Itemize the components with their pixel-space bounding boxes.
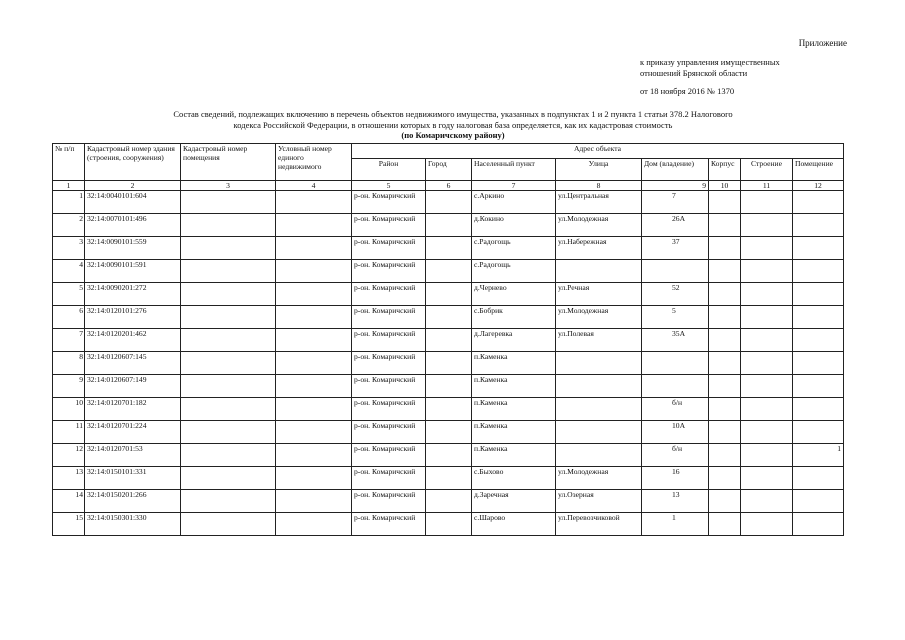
row-number: 13 bbox=[53, 467, 85, 490]
order-date: от 18 ноября 2016 № 1370 bbox=[640, 86, 735, 96]
cadastral-premise-cell bbox=[181, 260, 276, 283]
structure-cell bbox=[741, 283, 793, 306]
table-row bbox=[53, 260, 844, 283]
district-cell: р-он. Комаричский bbox=[352, 214, 426, 237]
premise-cell bbox=[793, 237, 844, 260]
building-cell bbox=[709, 421, 741, 444]
street-cell bbox=[556, 260, 642, 283]
district-cell: р-он. Комаричский bbox=[352, 283, 426, 306]
row-number: 2 bbox=[53, 214, 85, 237]
row-number: 11 bbox=[53, 421, 85, 444]
city-cell bbox=[426, 214, 472, 237]
cadastral-premise-cell bbox=[181, 490, 276, 513]
col-header-address: Адрес объекта bbox=[352, 144, 844, 159]
street-cell: ул.Молодежная bbox=[556, 306, 642, 329]
house-cell: б/н bbox=[642, 444, 709, 467]
header-row-main bbox=[53, 144, 844, 159]
house-cell: 10А bbox=[642, 421, 709, 444]
table-row bbox=[53, 467, 844, 490]
structure-cell bbox=[741, 237, 793, 260]
district-cell: р-он. Комаричский bbox=[352, 237, 426, 260]
table-row bbox=[53, 214, 844, 237]
street-cell: ул.Центральная bbox=[556, 191, 642, 214]
column-number: 6 bbox=[426, 181, 472, 191]
cadastral-premise-cell bbox=[181, 306, 276, 329]
cadastral-number: 32:14:0120701:53 bbox=[85, 444, 181, 467]
cadastral-premise-cell bbox=[181, 214, 276, 237]
district-cell: р-он. Комаричский bbox=[352, 398, 426, 421]
cadastral-number: 32:14:0040101:604 bbox=[85, 191, 181, 214]
street-cell: ул.Молодежная bbox=[556, 214, 642, 237]
table-row bbox=[53, 490, 844, 513]
building-cell bbox=[709, 306, 741, 329]
house-cell: 13 bbox=[642, 490, 709, 513]
conditional-number-cell bbox=[276, 214, 352, 237]
premise-cell bbox=[793, 214, 844, 237]
conditional-number-cell bbox=[276, 237, 352, 260]
col-header-settlement: Населенный пункт bbox=[472, 159, 556, 181]
structure-cell bbox=[741, 352, 793, 375]
district-cell: р-он. Комаричский bbox=[352, 306, 426, 329]
order-line-2: отношений Брянской области bbox=[640, 67, 748, 78]
structure-cell bbox=[741, 467, 793, 490]
building-cell bbox=[709, 398, 741, 421]
cadastral-number: 32:14:0150301:330 bbox=[85, 513, 181, 536]
row-number: 9 bbox=[53, 375, 85, 398]
premise-cell bbox=[793, 398, 844, 421]
street-cell bbox=[556, 398, 642, 421]
city-cell bbox=[426, 283, 472, 306]
house-cell bbox=[642, 352, 709, 375]
building-cell bbox=[709, 490, 741, 513]
table-row bbox=[53, 329, 844, 352]
table-row bbox=[53, 398, 844, 421]
premise-cell bbox=[793, 375, 844, 398]
settlement-cell: п.Каменка bbox=[472, 352, 556, 375]
col-header-building: Корпус bbox=[709, 159, 741, 181]
city-cell bbox=[426, 513, 472, 536]
house-cell: 7 bbox=[642, 191, 709, 214]
order-line-1: к приказу управления имущественных bbox=[640, 57, 780, 67]
city-cell bbox=[426, 467, 472, 490]
cadastral-premise-cell bbox=[181, 467, 276, 490]
building-cell bbox=[709, 283, 741, 306]
building-cell bbox=[709, 214, 741, 237]
house-cell: 52 bbox=[642, 283, 709, 306]
structure-cell bbox=[741, 214, 793, 237]
conditional-number-cell bbox=[276, 467, 352, 490]
row-number: 6 bbox=[53, 306, 85, 329]
district-cell: р-он. Комаричский bbox=[352, 467, 426, 490]
premise-cell bbox=[793, 260, 844, 283]
cadastral-number: 32:14:0090101:559 bbox=[85, 237, 181, 260]
house-cell: 35А bbox=[642, 329, 709, 352]
house-cell: 16 bbox=[642, 467, 709, 490]
column-number: 4 bbox=[276, 181, 352, 191]
title-line-2: кодекса Российской Федерации, в отношении которых в году налоговая база определяется, как их кадастровая стоимость bbox=[233, 119, 673, 130]
settlement-cell: с.Аркино bbox=[472, 191, 556, 214]
column-number: 11 bbox=[741, 181, 793, 191]
row-number: 7 bbox=[53, 329, 85, 352]
structure-cell bbox=[741, 191, 793, 214]
column-number: 5 bbox=[352, 181, 426, 191]
conditional-number-cell bbox=[276, 421, 352, 444]
building-cell bbox=[709, 352, 741, 375]
premise-cell bbox=[793, 513, 844, 536]
row-number: 5 bbox=[53, 283, 85, 306]
street-cell: ул.Молодежная bbox=[556, 467, 642, 490]
table-row bbox=[53, 444, 844, 467]
title-line-1: Состав сведений, подлежащих включению в перечень объектов недвижимого имущества, указанных в подпунктах 1 и 2 пункта 1 статьи 378.2 Налогового bbox=[173, 109, 733, 119]
structure-cell bbox=[741, 375, 793, 398]
city-cell bbox=[426, 490, 472, 513]
column-number: 2 bbox=[85, 181, 181, 191]
cadastral-premise-cell bbox=[181, 375, 276, 398]
cadastral-number: 32:14:0120701:182 bbox=[85, 398, 181, 421]
conditional-number-cell bbox=[276, 191, 352, 214]
cadastral-premise-cell bbox=[181, 352, 276, 375]
cadastral-premise-cell bbox=[181, 283, 276, 306]
table-row bbox=[53, 191, 844, 214]
structure-cell bbox=[741, 260, 793, 283]
row-number: 8 bbox=[53, 352, 85, 375]
conditional-number-cell bbox=[276, 283, 352, 306]
house-cell: 5 bbox=[642, 306, 709, 329]
row-number: 1 bbox=[53, 191, 85, 214]
premise-cell bbox=[793, 306, 844, 329]
table-row bbox=[53, 237, 844, 260]
settlement-cell: д.Лагеревка bbox=[472, 329, 556, 352]
district-cell: р-он. Комаричский bbox=[352, 513, 426, 536]
premise-cell bbox=[793, 191, 844, 214]
column-number: 3 bbox=[181, 181, 276, 191]
conditional-number-cell bbox=[276, 329, 352, 352]
cadastral-number: 32:14:0150101:331 bbox=[85, 467, 181, 490]
settlement-cell: с.Радогощь bbox=[472, 237, 556, 260]
building-cell bbox=[709, 375, 741, 398]
building-cell bbox=[709, 260, 741, 283]
cadastral-number: 32:14:0120607:149 bbox=[85, 375, 181, 398]
col-header-cadastral-premise: Кадастровый номер помещения bbox=[181, 144, 276, 181]
city-cell bbox=[426, 191, 472, 214]
street-cell: ул.Озерная bbox=[556, 490, 642, 513]
house-cell: 26А bbox=[642, 214, 709, 237]
row-number: 3 bbox=[53, 237, 85, 260]
row-number: 15 bbox=[53, 513, 85, 536]
conditional-number-cell bbox=[276, 513, 352, 536]
premise-cell bbox=[793, 352, 844, 375]
col-header-cadastral-building: Кадастровый номер здания (строения, сооружения) bbox=[85, 144, 181, 181]
col-header-street: Улица bbox=[556, 159, 642, 181]
cadastral-number: 32:14:0120607:145 bbox=[85, 352, 181, 375]
conditional-number-cell bbox=[276, 444, 352, 467]
cadastral-premise-cell bbox=[181, 191, 276, 214]
column-number: 1 bbox=[53, 181, 85, 191]
street-cell bbox=[556, 421, 642, 444]
settlement-cell: д.Кокино bbox=[472, 214, 556, 237]
cadastral-number: 32:14:0120101:276 bbox=[85, 306, 181, 329]
cadastral-premise-cell bbox=[181, 444, 276, 467]
district-cell: р-он. Комаричский bbox=[352, 421, 426, 444]
house-cell: б/н bbox=[642, 398, 709, 421]
settlement-cell: п.Каменка bbox=[472, 375, 556, 398]
column-number: 9 bbox=[642, 181, 709, 191]
house-cell: 37 bbox=[642, 237, 709, 260]
table-row bbox=[53, 513, 844, 536]
conditional-number-cell bbox=[276, 490, 352, 513]
district-cell: р-он. Комаричский bbox=[352, 329, 426, 352]
house-cell: 1 bbox=[642, 513, 709, 536]
col-header-conditional: Условный номер единого недвижимого bbox=[276, 144, 352, 181]
city-cell bbox=[426, 329, 472, 352]
settlement-cell: п.Каменка bbox=[472, 444, 556, 467]
cadastral-number: 32:14:0120201:462 bbox=[85, 329, 181, 352]
title-district: (по Комаричскому району) bbox=[401, 130, 505, 140]
table-row bbox=[53, 421, 844, 444]
table-row bbox=[53, 306, 844, 329]
structure-cell bbox=[741, 306, 793, 329]
street-cell: ул.Полевая bbox=[556, 329, 642, 352]
city-cell bbox=[426, 260, 472, 283]
building-cell bbox=[709, 329, 741, 352]
order-reference bbox=[640, 57, 780, 78]
structure-cell bbox=[741, 490, 793, 513]
premise-cell bbox=[793, 329, 844, 352]
col-header-district: Район bbox=[352, 159, 426, 181]
column-number: 7 bbox=[472, 181, 556, 191]
structure-cell bbox=[741, 329, 793, 352]
settlement-cell: с.Радогощь bbox=[472, 260, 556, 283]
structure-cell bbox=[741, 421, 793, 444]
settlement-cell: с.Быхово bbox=[472, 467, 556, 490]
settlement-cell: д.Черневo bbox=[472, 283, 556, 306]
document-title bbox=[80, 109, 826, 141]
district-cell: р-он. Комаричский bbox=[352, 375, 426, 398]
building-cell bbox=[709, 237, 741, 260]
premise-cell bbox=[793, 421, 844, 444]
cadastral-premise-cell bbox=[181, 237, 276, 260]
table-row bbox=[53, 375, 844, 398]
street-cell bbox=[556, 375, 642, 398]
cadastral-premise-cell bbox=[181, 421, 276, 444]
col-header-num: № п/п bbox=[53, 144, 85, 181]
conditional-number-cell bbox=[276, 375, 352, 398]
property-register-table bbox=[52, 143, 844, 536]
row-number: 14 bbox=[53, 490, 85, 513]
street-cell: ул.Набережная bbox=[556, 237, 642, 260]
col-header-structure: Строение bbox=[741, 159, 793, 181]
premise-cell bbox=[793, 283, 844, 306]
settlement-cell: п.Каменка bbox=[472, 421, 556, 444]
city-cell bbox=[426, 421, 472, 444]
street-cell bbox=[556, 352, 642, 375]
column-number: 12 bbox=[793, 181, 844, 191]
city-cell bbox=[426, 237, 472, 260]
district-cell: р-он. Комаричский bbox=[352, 352, 426, 375]
settlement-cell: п.Каменка bbox=[472, 398, 556, 421]
cadastral-number: 32:14:0120701:224 bbox=[85, 421, 181, 444]
cadastral-premise-cell bbox=[181, 398, 276, 421]
district-cell: р-он. Комаричский bbox=[352, 191, 426, 214]
city-cell bbox=[426, 398, 472, 421]
house-cell bbox=[642, 375, 709, 398]
city-cell bbox=[426, 306, 472, 329]
city-cell bbox=[426, 375, 472, 398]
table-row bbox=[53, 283, 844, 306]
structure-cell bbox=[741, 398, 793, 421]
district-cell: р-он. Комаричский bbox=[352, 490, 426, 513]
structure-cell bbox=[741, 444, 793, 467]
cadastral-number: 32:14:0090101:591 bbox=[85, 260, 181, 283]
cadastral-premise-cell bbox=[181, 329, 276, 352]
row-number: 4 bbox=[53, 260, 85, 283]
cadastral-premise-cell bbox=[181, 513, 276, 536]
district-cell: р-он. Комаричский bbox=[352, 260, 426, 283]
col-header-premise: Помещение bbox=[793, 159, 844, 181]
premise-cell bbox=[793, 467, 844, 490]
settlement-cell: с.Бобрик bbox=[472, 306, 556, 329]
cadastral-number: 32:14:0090201:272 bbox=[85, 283, 181, 306]
col-header-house: Дом (владение) bbox=[642, 159, 709, 181]
house-cell bbox=[642, 260, 709, 283]
building-cell bbox=[709, 513, 741, 536]
premise-cell: 1 bbox=[793, 444, 844, 467]
conditional-number-cell bbox=[276, 398, 352, 421]
row-number: 10 bbox=[53, 398, 85, 421]
street-cell bbox=[556, 444, 642, 467]
city-cell bbox=[426, 352, 472, 375]
col-header-city: Город bbox=[426, 159, 472, 181]
street-cell: ул.Речная bbox=[556, 283, 642, 306]
column-number: 10 bbox=[709, 181, 741, 191]
structure-cell bbox=[741, 513, 793, 536]
cadastral-number: 32:14:0150201:266 bbox=[85, 490, 181, 513]
conditional-number-cell bbox=[276, 306, 352, 329]
table-row bbox=[53, 352, 844, 375]
column-number: 8 bbox=[556, 181, 642, 191]
column-number-row bbox=[53, 181, 844, 191]
appendix-label: Приложение bbox=[798, 38, 847, 48]
premise-cell bbox=[793, 490, 844, 513]
building-cell bbox=[709, 467, 741, 490]
city-cell bbox=[426, 444, 472, 467]
conditional-number-cell bbox=[276, 260, 352, 283]
cadastral-number: 32:14:0070101:496 bbox=[85, 214, 181, 237]
settlement-cell: д.Заречная bbox=[472, 490, 556, 513]
conditional-number-cell bbox=[276, 352, 352, 375]
settlement-cell: с.Шарово bbox=[472, 513, 556, 536]
building-cell bbox=[709, 191, 741, 214]
street-cell: ул.Перевозчиковой bbox=[556, 513, 642, 536]
row-number: 12 bbox=[53, 444, 85, 467]
building-cell bbox=[709, 444, 741, 467]
district-cell: р-он. Комаричский bbox=[352, 444, 426, 467]
